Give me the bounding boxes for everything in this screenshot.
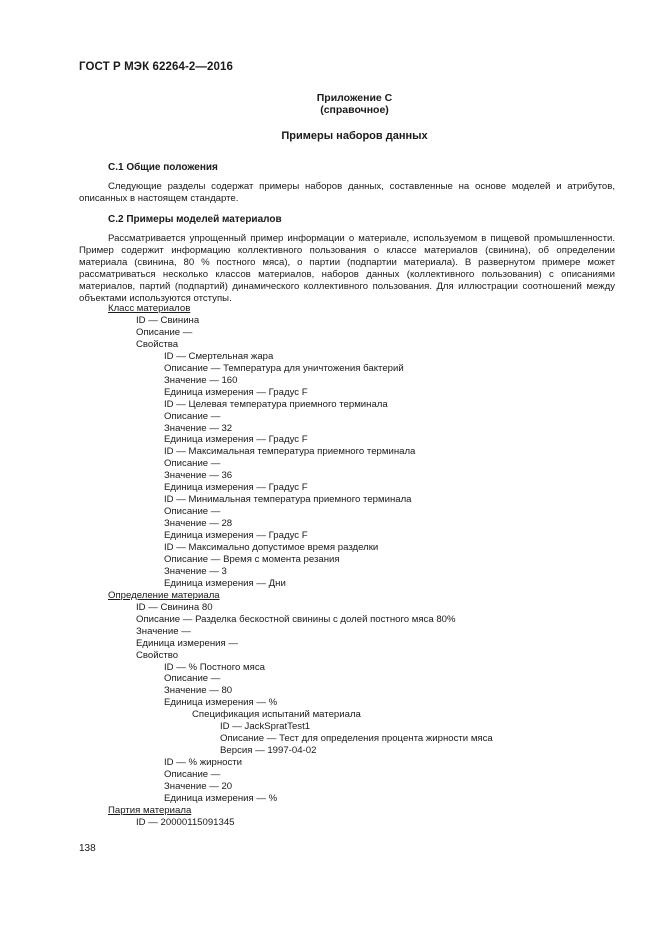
tree-line: Описание — (164, 673, 221, 685)
appendix-subtitle: (справочное) (320, 104, 389, 116)
section-1-text: Следующие разделы содержат примеры наборов данных, составленные на основе моделей и атрибутов, описанных в настоящем стандарте. (79, 181, 615, 204)
section-2-title: С.2 Примеры моделей материалов (108, 214, 282, 225)
tree-line: Описание — (164, 769, 221, 781)
tree-line: ID — Максимальная температура приемного терминала (164, 446, 416, 458)
tree-line: Свойство (136, 649, 179, 661)
tree-line: ID — Свинина (136, 314, 200, 326)
tree-line: Единица измерения — Градус F (164, 530, 308, 542)
tree-line: ID — JackSpratTest1 (220, 721, 311, 733)
tree-line: Описание — (164, 506, 221, 518)
tree-line: Единица измерения — % (164, 697, 278, 709)
section-2-paragraph (79, 233, 615, 305)
tree-line: ID — % Постного мяса (164, 661, 265, 673)
section-1-title: С.1 Общие положения (108, 162, 218, 173)
tree-line: ID — Смертельная жара (164, 350, 274, 362)
tree-line: Единица измерения — Градус F (164, 434, 308, 446)
page-number: 138 (79, 843, 96, 854)
tree-line: Спецификация испытаний материала (192, 709, 361, 721)
tree-line: Значение — 80 (164, 685, 233, 697)
tree-line: Значение — (136, 625, 191, 637)
tree-line: Описание — (164, 458, 221, 470)
tree-line: Значение — 3 (164, 565, 227, 577)
tree-line: Описание — (136, 326, 193, 338)
section-1-paragraph (79, 181, 615, 205)
tree-line: Описание — Температура для уничтожения бактерий (164, 362, 404, 374)
tree-line: Свойства (136, 338, 179, 350)
tree-line: Значение — 32 (164, 422, 233, 434)
tree-line: ID — Целевая температура приемного терминала (164, 398, 388, 410)
tree-line: Описание — (164, 410, 221, 422)
tree-line: ID — Свинина 80 (136, 601, 213, 613)
tree-line: Описание — Тест для определения процента жирности мяса (220, 733, 493, 745)
tree-line: Описание — Разделка бескостной свинины с долей постного мяса 80% (136, 613, 456, 625)
tree-line: Версия — 1997-04-02 (220, 745, 317, 757)
tree-line: ID — Максимально допустимое время разделки (164, 542, 379, 553)
tree-line: Единица измерения — Градус F (164, 482, 308, 494)
tree-line: ID — % жирности (164, 757, 243, 769)
tree-line: Значение — 28 (164, 518, 233, 530)
tree-line: Единица измерения — % (164, 792, 278, 804)
tree-line: Значение — 160 (164, 374, 238, 386)
tree-line: Единица измерения — Дни (164, 577, 286, 589)
tree-line: Значение — 36 (164, 470, 233, 482)
tree-group-heading: Класс материалов (108, 303, 191, 314)
tree-group-heading: Партия материала (108, 804, 192, 816)
tree-line: Единица измерения — Градус F (164, 386, 308, 398)
tree-line: Значение — 20 (164, 781, 233, 792)
appendix-title: Приложение С (316, 92, 393, 104)
document-code: ГОСТ Р МЭК 62264-2—2016 (79, 61, 233, 73)
tree-group-heading: Определение материала (108, 589, 220, 601)
tree-line: Единица измерения — (136, 637, 238, 649)
appendix-heading: Примеры наборов данных (281, 130, 428, 142)
tree-line: ID — 20000115091345 (136, 816, 235, 828)
section-2-text: Рассматривается упрощенный пример информации о материале, используемом в пищевой промышленности. Пример содержит информацию коллективного пользования о классе материалов (свинина), об определении материала (свинина, 80 % постного мяса), о партии (подпартии материала). В развернутом примере может рассматриваться несколько классов материалов, наборов данных (коллективного пользования) с описаниями материалов, партий (подпартий) динамического коллективного пользования. Для иллюстрации соотношений между объектами используются отступы. (79, 233, 615, 304)
tree-line: Описание — Время с момента резания (164, 553, 340, 565)
tree-line: ID — Минимальная температура приемного терминала (164, 494, 412, 506)
